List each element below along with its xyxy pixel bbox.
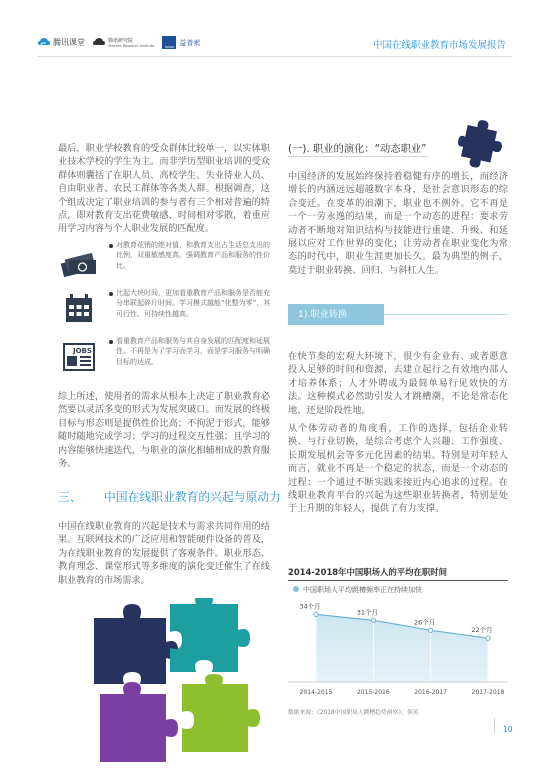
page-number: 10 <box>503 725 513 734</box>
report-title: 中国在线职业教育市场发展报告 <box>372 40 506 51</box>
career-switch-paragraph-2: 从个体劳动者的角度看，工作的选择，包括企业转换、与行业切换，是综合考虑个人兴趣、工作强度、长期发展机会等多元化因素的结果。特别是对年轻人而言，就业不再是一个稳定的状态，而是一个动态的过程；一个通过不断实践来接近内心追求的过程。在线职业教育平台的兴起为这些职业转换者，特别是处于上升期的年轻人，提供了有力支撑。 <box>288 423 508 515</box>
subsection-title: (一). 职业的演化：“动态职业” <box>288 143 427 155</box>
chart-title-divider <box>288 580 508 581</box>
page-header <box>0 0 550 70</box>
data-label: 22个月 <box>471 626 493 635</box>
data-label: 26个月 <box>414 618 436 627</box>
svg-text:JOBS: JOBS <box>73 347 92 355</box>
area-fill <box>316 614 488 682</box>
data-point <box>314 612 318 616</box>
header-divider <box>38 56 512 57</box>
puzzle-icon <box>458 118 502 170</box>
career-switch-heading-line <box>384 314 508 315</box>
puzzle-piece-navy <box>94 604 178 684</box>
tenure-area-chart <box>288 582 508 704</box>
feature-row-match <box>60 336 270 384</box>
partner-logos <box>38 36 200 49</box>
feature-text-match: 看重教育产品和服务与其自身发展的匹配度和延展性。不再是为了学习而学习，而是学习服务与明确目标的达成。 <box>116 337 270 366</box>
x-tick-label: 2017-2018 <box>471 689 505 696</box>
chart-source: 数据来源：《2018中国职场人跳槽趋势洞察》，领英 <box>288 710 419 716</box>
subsection-title-divider <box>288 156 428 157</box>
section-heading <box>58 488 281 505</box>
calendar-icon <box>60 292 98 326</box>
legend-label: 中国职场人平均跳槽频率正在持续加快 <box>303 586 422 594</box>
logo-tencent-research <box>93 37 154 48</box>
tencent-cloud-icon <box>38 38 50 48</box>
puzzle-piece-purple <box>100 682 178 762</box>
footer-divider <box>494 718 495 734</box>
career-switch-heading: 1).职业转换 <box>288 304 384 325</box>
logo-ipsos <box>162 36 200 49</box>
feature-text-cost: 对教育花销的绝对值，和教育支出占生活总支出的比例，双重敏感度高。强调教育产品和服务的性价比。 <box>116 241 270 270</box>
puzzle-illustration <box>92 598 264 768</box>
x-tick-label: 2014-2015 <box>299 689 333 696</box>
dynamic-career-paragraph: 中国经济的发展始终保持着稳健有序的增长，而经济增长的内涵远远超越数字本身，是社会意识形态的综合变迁。在变革的浪潮下，职业也不例外。它不再是一个一劳永逸的结果，而是一个动态的进程：要求劳动者不断地对知识结构与技能进行重建、升级、和延展以应对工作世界的变化；让劳动者在职业变化为常态的时代中，职业生涯更加长久。最为典型的例子，莫过于职业转换、回归、与斜杠人生。 <box>288 171 508 276</box>
intro-paragraph: 最后，职业学校教育的受众群体比较单一，以实体职业技术学校的学生为主。而非学历型职业培训的受众群体则囊括了在职人员、高校学生、失业待业人员、自由职业者、农民工群体等各类人群。根据调查，这个组成决定了职业培训的参与者有三个相对普遍的特点，即对教育支出花费敏感、时间相对零散，着重应用学习内容与个人职业发展的匹配度。 <box>58 143 270 235</box>
bullet-dot <box>109 244 113 248</box>
section-title: 中国在线职业教育的兴起与原动力 <box>104 490 281 504</box>
chart-title: 2014-2018年中国职场人的平均在职时间 <box>288 567 447 577</box>
puzzle-piece-green <box>182 674 260 752</box>
x-tick-label: 2016-2017 <box>414 689 448 696</box>
tencent-research-icon <box>93 38 105 48</box>
legend-marker <box>293 586 299 592</box>
feature-row-cost <box>60 240 270 288</box>
x-tick-label: 2015-2016 <box>356 689 390 696</box>
data-point <box>371 618 375 622</box>
bullet-dot <box>109 340 113 344</box>
money-icon <box>60 244 98 278</box>
data-label: 34个月 <box>299 602 321 611</box>
bullet-dot <box>109 292 113 296</box>
jobs-newspaper-icon <box>60 340 98 374</box>
ipsos-box: Ipsos <box>162 36 176 49</box>
logo-tencent-classroom-text: 腾讯课堂 <box>53 38 85 47</box>
logo-tencent-classroom <box>38 37 85 48</box>
section-paragraph: 中国在线职业教育的兴起是技术与需求共同作用的结果。互联网技术的广泛应用和智能硬件设备的普及，为在线职业教育的发展提供了客观条件。职业形态、教育理念、课堂形式等多维度的演化变迁催生了在线职业教育的市场需求。 <box>58 521 270 586</box>
data-label: 31个月 <box>356 608 378 617</box>
logo-research-text: 腾讯研究院 <box>108 38 134 44</box>
puzzle-piece-teal <box>170 598 250 672</box>
data-point <box>486 636 490 640</box>
summary-paragraph: 综上所述，使用者的需求从根本上决定了职业教育必然要以灵活多变的形式为发展突破口。而发展的终极目标与形态则是提供性价比高；不拘泥于形式，能够随时随地完成学习；学习的过程交互性强；且学习的内容能够快速迭代，与职业的演化相辅相成的教育服务。 <box>58 391 270 470</box>
data-point <box>428 628 432 632</box>
logo-research-sub: Tencent Research Institute <box>108 44 155 48</box>
logo-ipsos-text: 益普索 <box>179 38 201 47</box>
feature-text-time: 比起大块时间，更加看重教育产品和服务是否能充分串联起碎片时间。学习模式越能“化整为零”，其可行性、可持续性越高。 <box>116 289 271 318</box>
feature-row-time <box>60 288 270 336</box>
section-number: 三、 <box>58 490 82 504</box>
career-switch-paragraph-1: 在快节奏的宏观大环境下，很少有企业有、或者愿意投入足够的时间和资源，去建立起行之有效地内部人才培养体系；人才外聘成为最简单易行见效快的方法。这种模式必然助引发人才跳槽潮，不论是常态化地、还是阶段性地。 <box>288 351 508 416</box>
